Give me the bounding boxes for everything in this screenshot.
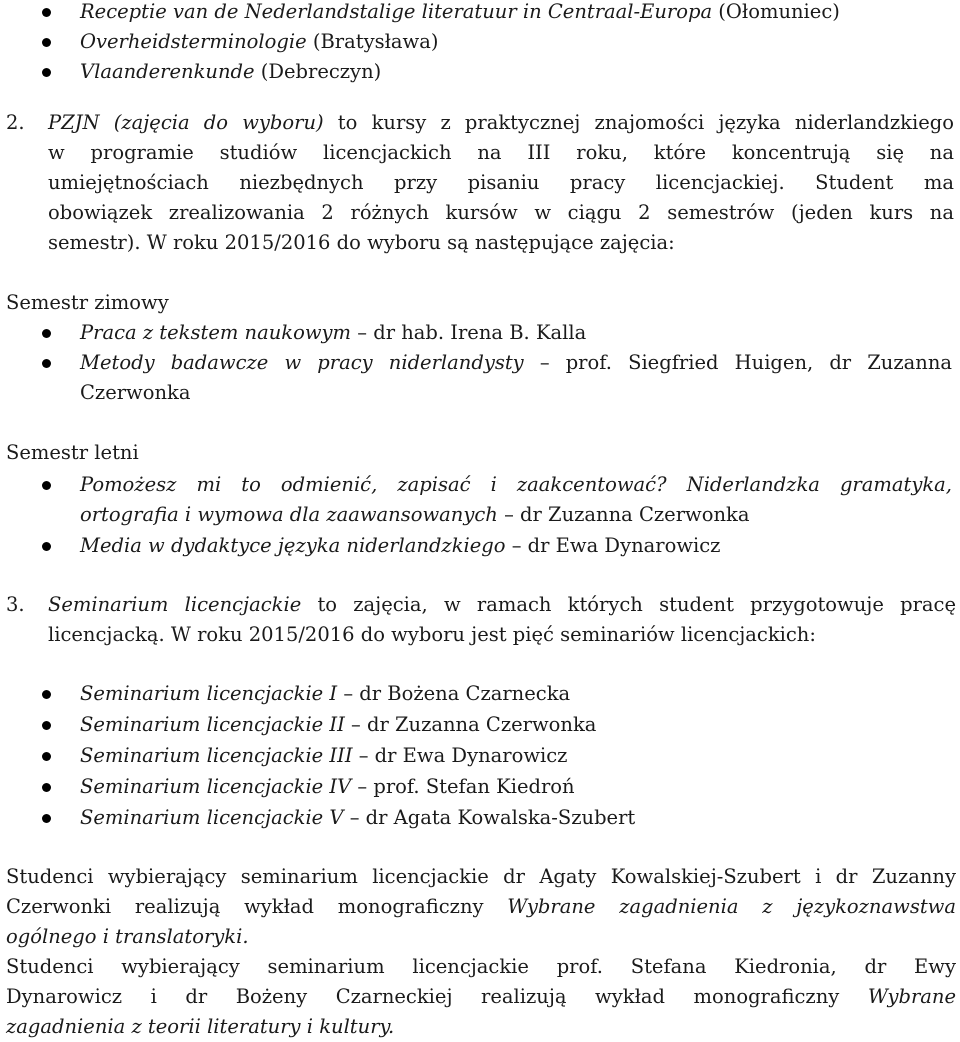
bullet-icon [42, 481, 51, 490]
seminar-name: Seminarium licencjackie II [80, 713, 345, 736]
seminar-teacher: – dr Bożena Czarnecka [343, 682, 571, 705]
seminar-name: Seminarium licencjackie III [80, 744, 353, 767]
seminar-name: Seminarium licencjackie I [80, 682, 338, 705]
bullet-icon [42, 542, 51, 551]
course-title: Media w dydaktyce języka niderlandzkiego [80, 534, 506, 557]
course-teacher: – dr Zuzanna Czerwonka [504, 503, 750, 526]
item3-paragraph: Seminarium licencjackie to zajęcia, w ramach których student przygotowuje pracę licencjacką. W roku 2015/2016 do wyboru jest pięć seminariów licencjackich: [48, 593, 956, 646]
course-title-c: ortografia i wymowa dla zaawansowanych [80, 503, 498, 526]
section-heading: Semestr zimowy [6, 291, 169, 314]
course-place: (Bratysława) [312, 30, 439, 53]
seminar-teacher: – dr Ewa Dynarowicz [358, 744, 568, 767]
bullet-icon [42, 38, 51, 47]
bullet-icon [42, 359, 51, 368]
closing-paragraph-1: Studenci wybierający seminarium licencjackie dr Agaty Kowalskiej-Szubert i dr Zuzanny Czerwonki realizują wykład monograficzny Wybrane zagadnienia z językoznawstwa ogólnego i translatoryki. [6, 865, 956, 948]
bullet-icon [42, 783, 51, 792]
bullet-icon [42, 329, 51, 338]
course-title: Vlaanderenkunde [80, 60, 255, 83]
course-teacher: – dr hab. Irena B. Kalla [357, 321, 587, 344]
seminar-teacher: – dr Zuzanna Czerwonka [351, 713, 597, 736]
course-title: Praca z tekstem naukowym [80, 321, 352, 344]
course-title-b: Niderlandzka gramatyka, [686, 473, 952, 496]
seminar-name: Seminarium licencjackie V [80, 806, 344, 829]
item3-lead: Seminarium licencjackie [48, 593, 302, 616]
course-title: Metody badawcze w pracy niderlandysty [80, 351, 524, 374]
course-title: Overheidsterminologie [80, 30, 307, 53]
course-place: (Debreczyn) [260, 60, 382, 83]
bullet-icon [42, 690, 51, 699]
closing-paragraph-2: Studenci wybierający seminarium licencjackie prof. Stefana Kiedronia, dr Ewy Dynarowicz i dr Bożeny Czarneckiej realizują wykład monograficzny Wybrane zagadnienia z teorii literatury i kultury. [6, 955, 956, 1038]
bullet-icon [42, 68, 51, 77]
course-teacher-cont: Czerwonka [80, 381, 191, 404]
item2-paragraph: PZJN (zajęcia do wyboru) to kursy z praktycznej znajomości języka niderlandzkiego w programie studiów licencjackich na III roku, które koncentrują się na umiejętnościach niezbędnych przy pisaniu pracy licencjackiej. Student ma obowiązek zrealizowania 2 różnych kursów w ciągu 2 semestrów (jeden kurs na semestr). W roku 2015/2016 do wyboru są następujące zajęcia: [48, 111, 954, 254]
bullet-icon [42, 721, 51, 730]
course-place: (Ołomuniec) [718, 0, 840, 23]
item-number: 2. [6, 111, 25, 134]
bullet-icon [42, 814, 51, 823]
seminar-teacher: – prof. Stefan Kiedroń [357, 775, 575, 798]
course-title: Pomożesz mi to odmienić, zapisać i zaakcentować? [80, 473, 667, 496]
seminar-name: Seminarium licencjackie IV [80, 775, 352, 798]
bullet-icon [42, 752, 51, 761]
course-teacher: – prof. Siegfried Huigen, dr Zuzanna [539, 351, 953, 374]
section-heading: Semestr letni [6, 441, 139, 464]
bullet-icon [42, 8, 51, 17]
course-title: Receptie van de Nederlandstalige literatuur in Centraal-Europa [80, 0, 713, 23]
course-teacher: – dr Ewa Dynarowicz [511, 534, 721, 557]
item-number: 3. [6, 593, 25, 616]
item2-lead: PZJN (zajęcia do wyboru) [48, 111, 324, 134]
seminar-teacher: – dr Agata Kowalska-Szubert [349, 806, 636, 829]
